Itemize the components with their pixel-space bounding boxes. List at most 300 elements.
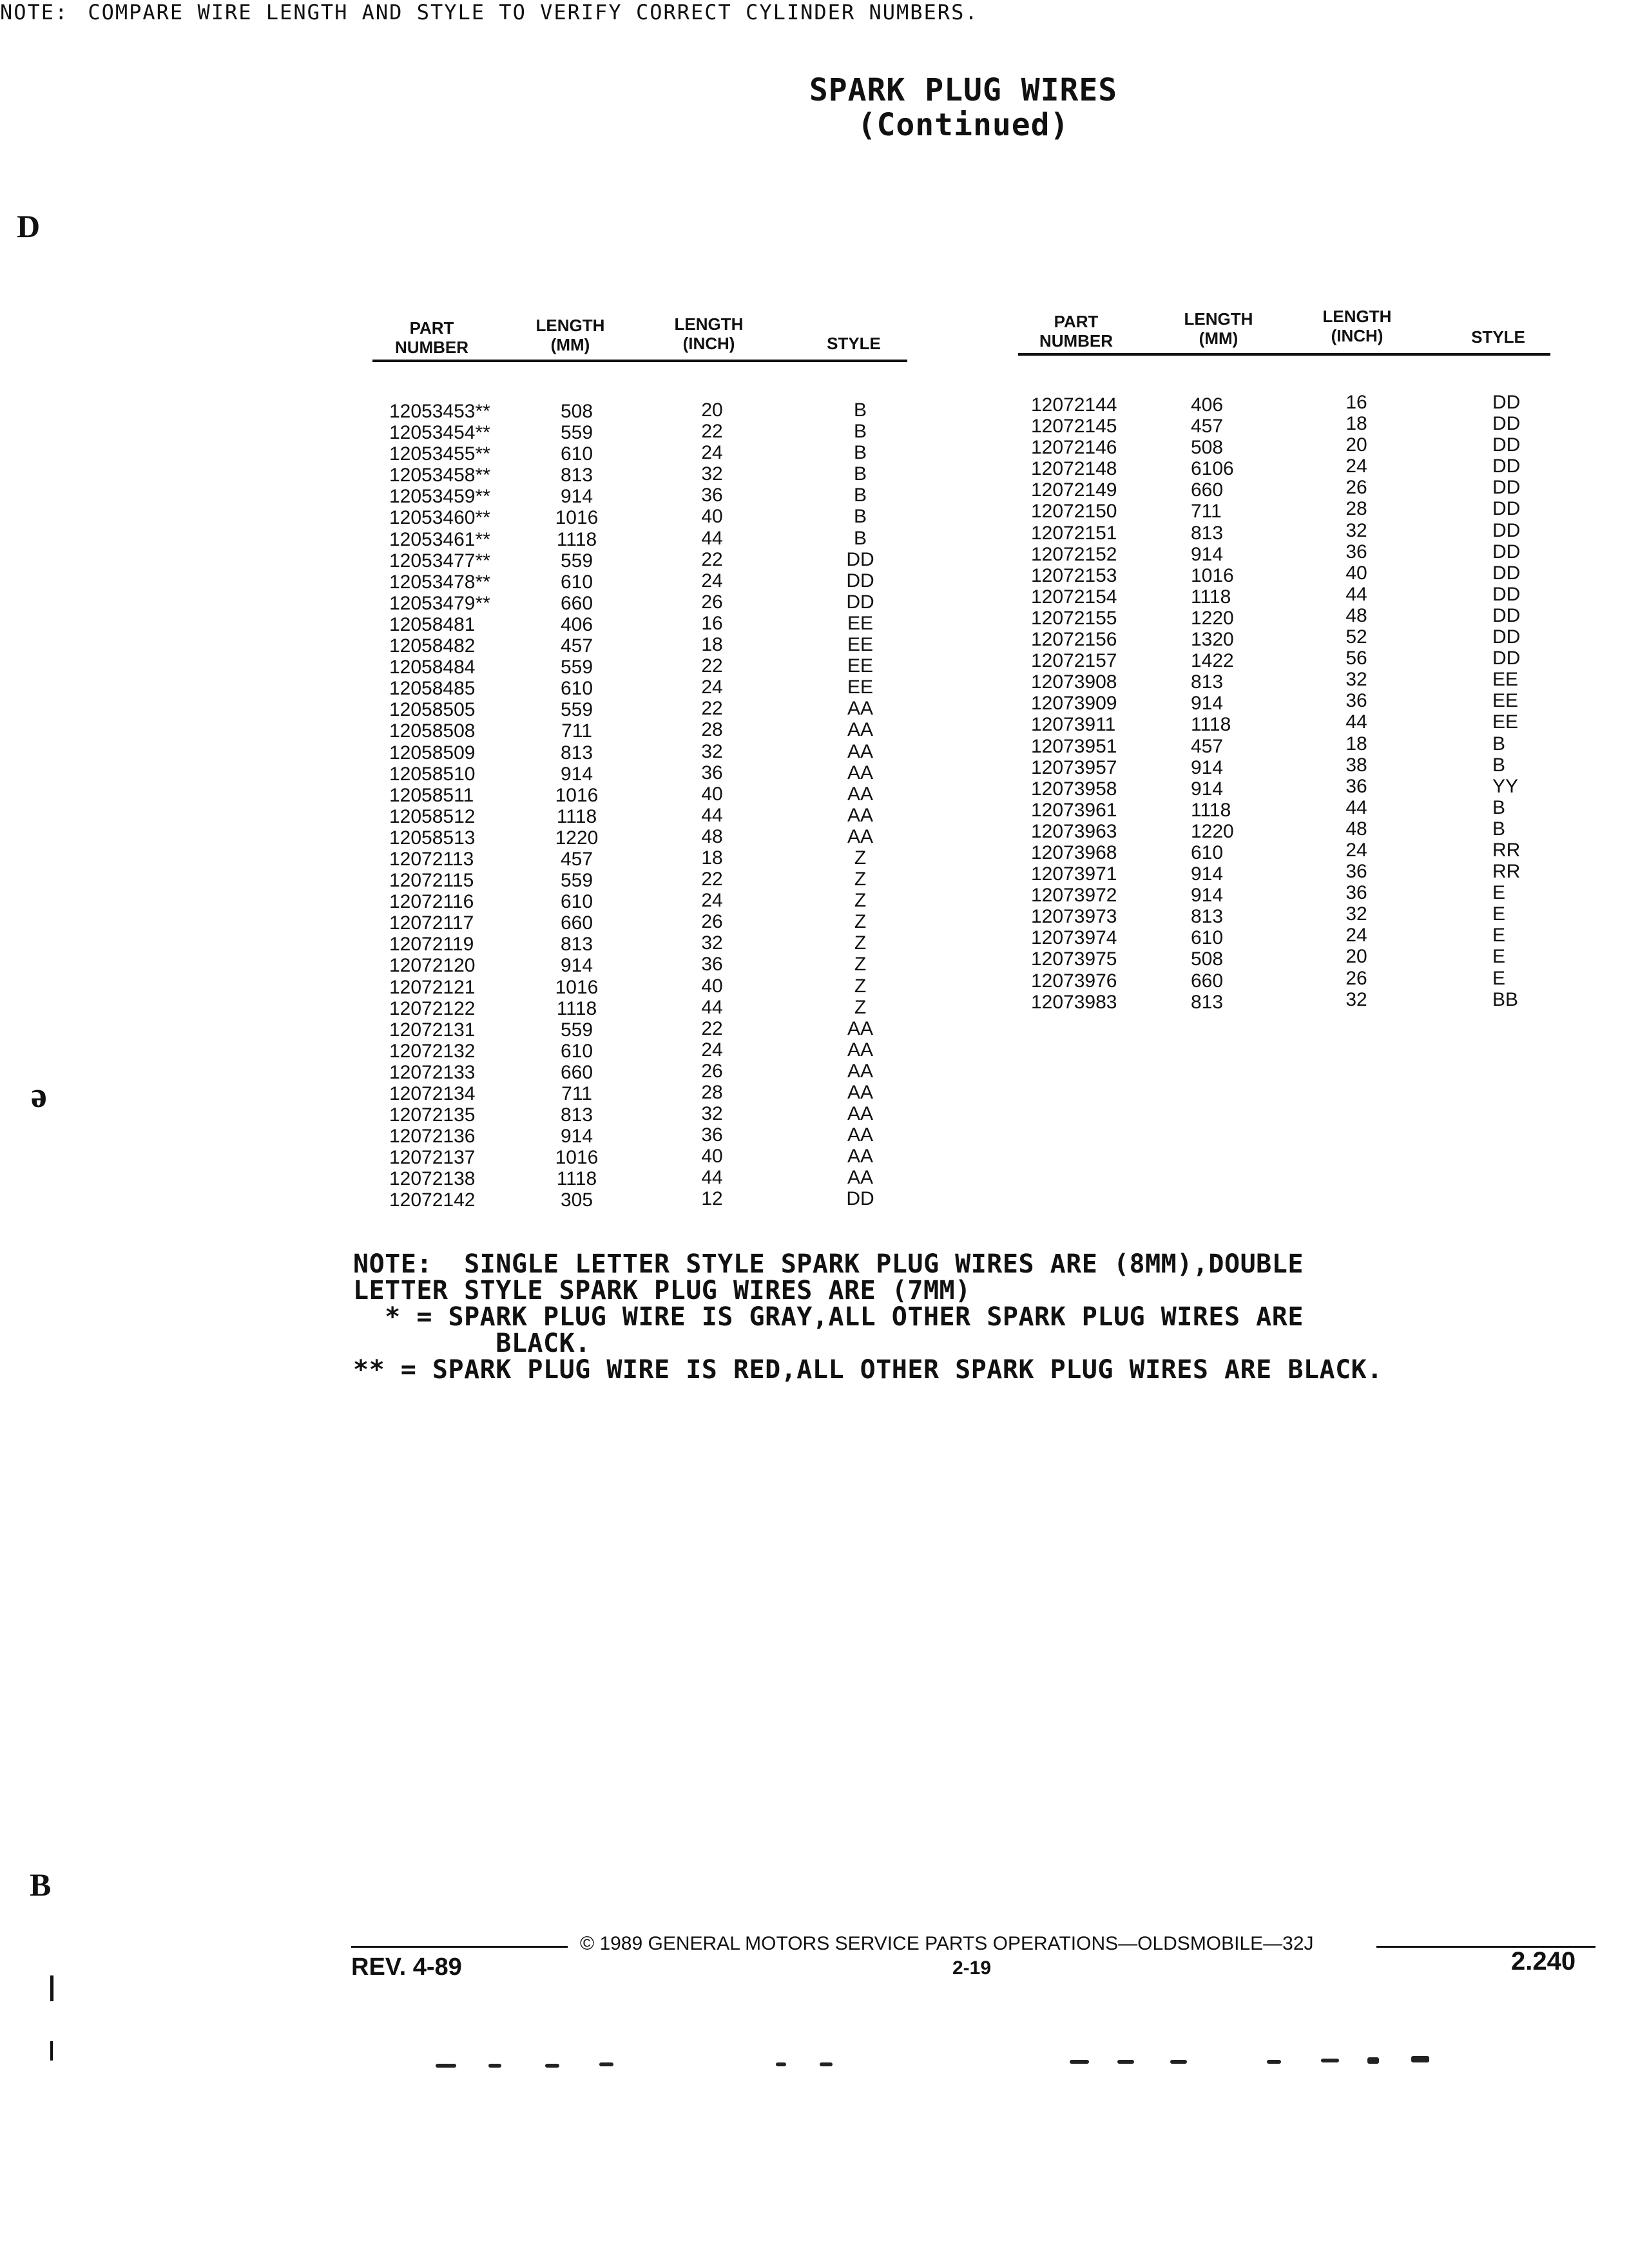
style-cell: DD (846, 591, 874, 613)
part-number-cell: 12053458** (389, 465, 490, 486)
length-mm-cell: 1016 (555, 784, 599, 806)
length-mm-cell: 1016 (555, 976, 599, 998)
style-cell: EE (1492, 690, 1519, 712)
length-mm-cell: 914 (1191, 543, 1224, 565)
part-number-cell: 12073961 (1031, 799, 1117, 821)
style-cell: B (853, 506, 867, 528)
length-mm-cell: 914 (1191, 863, 1224, 885)
length-mm-cell: 914 (1191, 693, 1224, 715)
style-cell: B (853, 421, 867, 443)
part-number-cell: 12073911 (1031, 714, 1116, 736)
length-mm-cell: 406 (560, 613, 593, 635)
length-mm-cell: 1118 (556, 805, 597, 827)
part-number-cell: 12073983 (1031, 991, 1117, 1013)
part-number-cell: 12072132 (389, 1040, 476, 1062)
length-inch-cell: 40 (701, 783, 723, 805)
length-mm-cell: 1016 (555, 1147, 599, 1169)
length-mm-cell: 610 (1191, 927, 1224, 949)
length-mm-cell: 813 (1191, 991, 1224, 1013)
part-number-cell: 12072142 (389, 1189, 476, 1211)
length-mm-cell: 1422 (1191, 650, 1234, 672)
length-inch-cell: 24 (1345, 839, 1367, 861)
length-mm-cell: 610 (560, 443, 593, 465)
length-mm-cell: 559 (560, 422, 593, 444)
style-cell: Z (854, 996, 867, 1018)
part-number-cell: 12072156 (1031, 629, 1117, 651)
length-inch-cell: 36 (701, 954, 723, 975)
part-number-cell: 12073976 (1031, 970, 1117, 992)
length-inch-cell: 36 (1345, 775, 1367, 797)
top-note-label: NOTE: (0, 0, 69, 24)
length-mm-cell: 914 (1191, 778, 1224, 800)
part-number-cell: 12053460** (389, 507, 490, 529)
length-mm-cell: 457 (560, 635, 593, 657)
length-inch-cell: 32 (1345, 519, 1367, 541)
header-style: STYLE (827, 334, 881, 353)
part-number-cell: 12053461** (389, 528, 490, 550)
length-inch-cell: 36 (701, 762, 723, 783)
part-number-cell: 12072122 (389, 997, 476, 1019)
part-number-cell: 12053454** (389, 422, 490, 444)
length-inch-cell: 32 (701, 463, 723, 485)
footer-page-number: 2-19 (952, 1957, 992, 1979)
length-mm-cell: 914 (560, 486, 593, 508)
bottom-note-line: * = SPARK PLUG WIRE IS GRAY,ALL OTHER SPARK PLUG WIRES ARE (353, 1302, 1304, 1332)
length-inch-cell: 44 (701, 1167, 723, 1189)
part-number-cell: 12072113 (389, 848, 474, 870)
part-number-cell: 12072134 (389, 1083, 476, 1104)
length-inch-cell: 22 (701, 1017, 723, 1039)
part-number-cell: 12072146 (1031, 437, 1117, 459)
right-mm-column (1191, 394, 1255, 1013)
style-cell: AA (847, 804, 874, 826)
style-cell: DD (1492, 413, 1521, 435)
length-inch-cell: 44 (701, 804, 723, 826)
part-number-cell: 12072157 (1031, 650, 1117, 672)
length-mm-cell: 559 (560, 1019, 593, 1041)
length-mm-cell: 813 (1191, 671, 1224, 693)
part-number-cell: 12072145 (1031, 416, 1117, 437)
length-inch-cell: 24 (1345, 456, 1367, 477)
part-number-cell: 12072155 (1031, 607, 1117, 629)
length-mm-cell: 914 (560, 955, 593, 977)
length-mm-cell: 660 (560, 592, 593, 614)
part-number-cell: 12072135 (389, 1104, 476, 1126)
style-cell: E (1492, 946, 1506, 968)
page-subtitle: (Continued) (857, 107, 1070, 143)
length-mm-cell: 1016 (555, 507, 599, 529)
scan-artifact (488, 2064, 501, 2068)
length-inch-cell: 18 (1345, 733, 1367, 754)
scan-artifact (1117, 2060, 1134, 2064)
scan-artifact (1411, 2056, 1429, 2062)
length-inch-cell: 24 (701, 442, 723, 464)
margin-tick (50, 1975, 53, 2001)
top-note (0, 0, 1629, 24)
part-number-cell: 12073951 (1031, 735, 1117, 757)
part-number-cell: 12072120 (389, 955, 476, 977)
part-number-cell: 12053455** (389, 443, 490, 465)
length-inch-cell: 48 (701, 825, 723, 847)
style-cell: AA (847, 1103, 874, 1125)
length-inch-cell: 44 (701, 996, 723, 1018)
length-mm-cell: 610 (560, 678, 593, 700)
length-inch-cell: 24 (701, 890, 723, 912)
length-mm-cell: 660 (560, 912, 593, 934)
part-number-cell: 12073975 (1031, 948, 1117, 970)
part-number-cell: 12072152 (1031, 543, 1117, 565)
style-cell: AA (847, 1124, 874, 1146)
style-cell: B (853, 485, 867, 506)
bottom-note (353, 1251, 1623, 1383)
part-number-cell: 12072116 (389, 891, 474, 913)
length-inch-cell: 48 (1345, 818, 1367, 840)
bottom-note-line: ** = SPARK PLUG WIRE IS RED,ALL OTHER SPARK PLUG WIRES ARE BLACK. (353, 1355, 1383, 1385)
part-number-cell: 12072150 (1031, 501, 1117, 523)
length-mm-cell: 1220 (1191, 607, 1234, 629)
length-inch-cell: 40 (701, 1146, 723, 1168)
style-cell: B (1492, 733, 1506, 754)
scan-artifact (776, 2062, 786, 2066)
length-mm-cell: 1320 (1191, 629, 1234, 651)
part-number-cell: 12058509 (389, 742, 476, 764)
style-cell: Z (854, 890, 867, 912)
part-number-cell: 12053479** (389, 592, 490, 614)
footer-copyright: © 1989 GENERAL MOTORS SERVICE PARTS OPERATIONS—OLDSMOBILE—32J (580, 1933, 1314, 1954)
length-inch-cell: 20 (1345, 434, 1367, 456)
style-cell: DD (1492, 626, 1521, 648)
length-inch-cell: 22 (701, 421, 723, 443)
part-number-cell: 12072148 (1031, 458, 1117, 480)
right-style-column (1492, 392, 1544, 1010)
length-mm-cell: 711 (561, 1083, 592, 1104)
length-inch-cell: 22 (701, 548, 723, 570)
length-inch-cell: 24 (701, 570, 723, 591)
style-cell: AA (847, 762, 874, 783)
style-cell: AA (847, 719, 874, 741)
style-cell: DD (1492, 477, 1521, 499)
scan-artifact (1070, 2060, 1089, 2064)
style-cell: E (1492, 967, 1506, 989)
length-inch-cell: 52 (1345, 626, 1367, 648)
length-inch-cell: 44 (1345, 583, 1367, 605)
length-inch-cell: 24 (701, 1039, 723, 1061)
part-number-cell: 12073973 (1031, 906, 1117, 928)
length-inch-cell: 26 (701, 911, 723, 933)
length-mm-cell: 914 (1191, 885, 1224, 907)
length-mm-cell: 660 (1191, 970, 1224, 992)
length-inch-cell: 36 (701, 485, 723, 506)
length-inch-cell: 36 (701, 1124, 723, 1146)
bottom-note-line: NOTE: SINGLE LETTER STYLE SPARK PLUG WIRES ARE (8MM),DOUBLE (353, 1249, 1304, 1279)
style-cell: Z (854, 932, 867, 954)
margin-mark-top: D (17, 208, 41, 244)
style-cell: EE (1492, 669, 1519, 691)
style-cell: RR (1492, 839, 1521, 861)
length-inch-cell: 28 (701, 1082, 723, 1103)
style-cell: B (853, 527, 867, 549)
left-part-column (389, 401, 518, 1211)
margin-mark-bottom: B (30, 1867, 52, 1903)
part-number-cell: 12072137 (389, 1147, 476, 1169)
part-number-cell: 12072153 (1031, 564, 1117, 586)
scan-artifact (1367, 2057, 1379, 2064)
style-cell: AA (847, 825, 874, 847)
part-number-cell: 12058485 (389, 678, 476, 700)
length-inch-cell: 20 (701, 399, 723, 421)
length-mm-cell: 813 (560, 465, 593, 486)
style-cell: AA (847, 740, 874, 762)
part-number-cell: 12058481 (389, 613, 476, 635)
style-cell: B (853, 399, 867, 421)
bottom-note-line: BLACK. (353, 1329, 591, 1358)
length-mm-cell: 559 (560, 657, 593, 678)
style-cell: Z (854, 954, 867, 975)
length-inch-cell: 22 (701, 655, 723, 677)
length-inch-cell: 32 (1345, 669, 1367, 691)
length-mm-cell: 508 (1191, 948, 1224, 970)
length-mm-cell: 610 (560, 891, 593, 913)
part-number-cell: 12058511 (389, 784, 474, 806)
header-length-mm: LENGTH (MM) (535, 316, 605, 354)
part-number-cell: 12072151 (1031, 522, 1117, 544)
part-number-cell: 12053478** (389, 571, 490, 593)
scan-artifact (436, 2064, 456, 2068)
part-number-cell: 12073908 (1031, 671, 1117, 693)
footer-revision: REV. 4-89 (351, 1954, 462, 1981)
length-inch-cell: 24 (1345, 925, 1367, 947)
style-cell: DD (846, 1188, 874, 1210)
length-mm-cell: 610 (560, 1040, 593, 1062)
style-cell: DD (1492, 648, 1521, 669)
scan-artifact (545, 2064, 559, 2068)
part-number-cell: 12058510 (389, 763, 476, 785)
length-inch-cell: 18 (1345, 413, 1367, 435)
length-inch-cell: 26 (1345, 967, 1367, 989)
length-inch-cell: 26 (701, 591, 723, 613)
part-number-cell: 12072119 (389, 934, 474, 956)
scan-artifact (1170, 2060, 1187, 2064)
header-part-number: PART NUMBER (1039, 312, 1113, 351)
part-number-cell: 12072136 (389, 1126, 476, 1148)
length-inch-cell: 28 (1345, 498, 1367, 520)
length-mm-cell: 813 (1191, 522, 1224, 544)
part-number-cell: 12073963 (1031, 820, 1117, 842)
style-cell: EE (847, 655, 874, 677)
part-number-cell: 12058482 (389, 635, 476, 657)
length-inch-cell: 16 (701, 612, 723, 634)
style-cell: AA (847, 783, 874, 805)
style-cell: E (1492, 903, 1506, 925)
length-mm-cell: 813 (560, 1104, 593, 1126)
header-rule (372, 360, 907, 362)
part-number-cell: 12072115 (389, 870, 474, 892)
length-inch-cell: 18 (701, 634, 723, 656)
length-mm-cell: 457 (1191, 735, 1224, 757)
style-cell: DD (846, 570, 874, 591)
length-inch-cell: 48 (1345, 604, 1367, 626)
scan-artifact (1321, 2059, 1339, 2062)
length-mm-cell: 1016 (1191, 564, 1234, 586)
length-mm-cell: 1118 (556, 997, 597, 1019)
style-cell: DD (1492, 456, 1521, 477)
length-inch-cell: 44 (1345, 711, 1367, 733)
header-length-inch: LENGTH (INCH) (1322, 307, 1392, 345)
style-cell: EE (847, 634, 874, 656)
part-number-cell: 12073958 (1031, 778, 1117, 800)
length-mm-cell: 457 (560, 848, 593, 870)
style-cell: EE (1492, 711, 1519, 733)
part-number-cell: 12072133 (389, 1061, 476, 1083)
left-style-column (831, 399, 889, 1210)
style-cell: DD (1492, 519, 1521, 541)
length-mm-cell: 1118 (556, 1168, 597, 1190)
length-inch-cell: 32 (1345, 988, 1367, 1010)
part-number-cell: 12073971 (1031, 863, 1117, 885)
length-mm-cell: 559 (560, 870, 593, 892)
length-inch-cell: 36 (1345, 882, 1367, 904)
length-inch-cell: 36 (1345, 861, 1367, 883)
style-cell: DD (1492, 604, 1521, 626)
length-inch-cell: 36 (1345, 690, 1367, 712)
part-number-cell: 12058508 (389, 720, 476, 742)
length-inch-cell: 40 (701, 506, 723, 528)
length-mm-cell: 711 (1191, 501, 1222, 523)
length-inch-cell: 44 (1345, 796, 1367, 818)
length-mm-cell: 813 (1191, 906, 1224, 928)
scan-artifact (820, 2062, 833, 2066)
length-inch-cell: 40 (701, 975, 723, 997)
style-cell: AA (847, 1017, 874, 1039)
style-cell: Z (854, 911, 867, 933)
style-cell: Z (854, 869, 867, 890)
style-cell: Z (854, 975, 867, 997)
style-cell: B (1492, 754, 1506, 776)
length-mm-cell: 305 (560, 1189, 593, 1211)
length-mm-cell: 660 (1191, 479, 1224, 501)
length-inch-cell: 32 (1345, 903, 1367, 925)
part-number-cell: 12073968 (1031, 841, 1117, 863)
length-mm-cell: 914 (1191, 756, 1224, 778)
part-number-cell: 12072131 (389, 1019, 476, 1041)
length-inch-cell: 12 (701, 1188, 723, 1210)
length-inch-cell: 36 (1345, 541, 1367, 562)
length-mm-cell: 1118 (1191, 586, 1231, 608)
style-cell: EE (847, 677, 874, 698)
style-cell: EE (847, 612, 874, 634)
part-number-cell: 12073972 (1031, 885, 1117, 907)
length-mm-cell: 914 (560, 763, 593, 785)
length-mm-cell: 457 (1191, 416, 1224, 437)
part-number-cell: 12072117 (389, 912, 474, 934)
style-cell: AA (847, 1167, 874, 1189)
part-number-cell: 12072144 (1031, 394, 1117, 416)
style-cell: YY (1492, 775, 1519, 797)
footer-section-number: 2.240 (1511, 1947, 1576, 1975)
left-inch-column (683, 399, 741, 1210)
length-inch-cell: 56 (1345, 648, 1367, 669)
style-cell: DD (1492, 562, 1521, 584)
length-mm-cell: 1118 (556, 528, 597, 550)
length-mm-cell: 508 (560, 401, 593, 422)
length-mm-cell: 660 (560, 1061, 593, 1083)
top-note-text: COMPARE WIRE LENGTH AND STYLE TO VERIFY CORRECT CYLINDER NUMBERS. (88, 0, 979, 24)
length-inch-cell: 22 (701, 869, 723, 890)
length-inch-cell: 26 (701, 1060, 723, 1082)
length-inch-cell: 20 (1345, 946, 1367, 968)
left-mm-column (541, 401, 612, 1211)
length-mm-cell: 559 (560, 699, 593, 721)
part-number-cell: 12058513 (389, 827, 476, 849)
length-mm-cell: 406 (1191, 394, 1224, 416)
length-inch-cell: 32 (701, 1103, 723, 1125)
header-style: STYLE (1471, 327, 1525, 347)
style-cell: B (853, 442, 867, 464)
header-rule (1018, 353, 1550, 356)
length-inch-cell: 22 (701, 698, 723, 720)
style-cell: B (853, 463, 867, 485)
style-cell: DD (1492, 434, 1521, 456)
margin-mark-middle: ə (31, 1075, 47, 1115)
style-cell: DD (1492, 583, 1521, 605)
part-number-cell: 12058505 (389, 699, 476, 721)
length-mm-cell: 1118 (1191, 714, 1231, 736)
length-mm-cell: 610 (1191, 841, 1224, 863)
header-part-number: PART NUMBER (394, 318, 469, 357)
style-cell: B (1492, 796, 1506, 818)
part-number-cell: 12058512 (389, 805, 476, 827)
length-mm-cell: 813 (560, 742, 593, 764)
part-number-cell: 12072154 (1031, 586, 1117, 608)
part-number-cell: 12058484 (389, 657, 476, 678)
style-cell: RR (1492, 861, 1521, 883)
part-number-cell: 12073957 (1031, 756, 1117, 778)
part-number-cell: 12053477** (389, 550, 490, 572)
style-cell: AA (847, 698, 874, 720)
length-mm-cell: 1118 (1191, 799, 1231, 821)
length-inch-cell: 26 (1345, 477, 1367, 499)
margin-tick (50, 2041, 53, 2061)
length-inch-cell: 40 (1345, 562, 1367, 584)
style-cell: Z (854, 847, 867, 869)
right-part-column (1031, 394, 1141, 1013)
length-mm-cell: 508 (1191, 437, 1224, 459)
style-cell: AA (847, 1146, 874, 1168)
length-mm-cell: 1220 (555, 827, 599, 849)
part-number-cell: 12053453** (389, 401, 490, 422)
length-inch-cell: 18 (701, 847, 723, 869)
length-mm-cell: 813 (560, 934, 593, 956)
style-cell: DD (1492, 498, 1521, 520)
page-title: SPARK PLUG WIRES (809, 72, 1118, 108)
right-inch-column (1327, 392, 1385, 1010)
style-cell: DD (1492, 392, 1521, 413)
style-cell: DD (846, 548, 874, 570)
part-number-cell: 12072138 (389, 1168, 476, 1190)
length-mm-cell: 559 (560, 550, 593, 572)
style-cell: AA (847, 1082, 874, 1103)
part-number-cell: 12072149 (1031, 479, 1117, 501)
scan-artifact (1267, 2060, 1281, 2064)
length-mm-cell: 1220 (1191, 820, 1234, 842)
part-number-cell: 12073909 (1031, 693, 1117, 715)
scan-artifact (599, 2062, 613, 2066)
length-inch-cell: 32 (701, 740, 723, 762)
length-mm-cell: 610 (560, 571, 593, 593)
footer-rule-left (351, 1946, 568, 1948)
header-length-inch: LENGTH (INCH) (674, 314, 744, 353)
length-mm-cell: 6106 (1191, 458, 1234, 480)
